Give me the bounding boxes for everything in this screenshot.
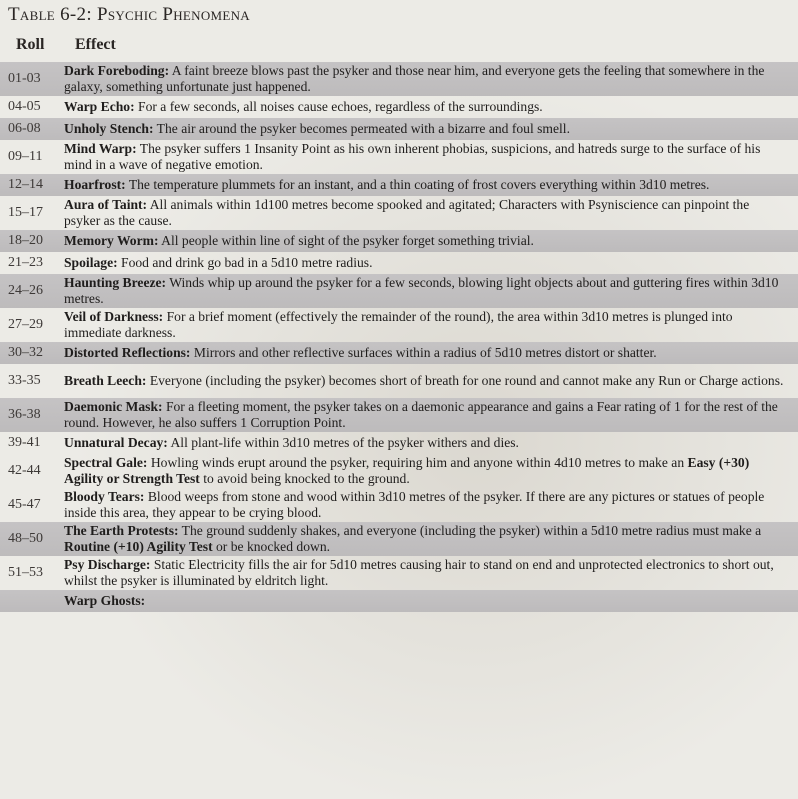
- effect-name: Unnatural Decay:: [64, 435, 168, 450]
- effect-name: Warp Echo:: [64, 99, 135, 114]
- test-requirement: Easy (+30) Agility or Strength Test: [64, 455, 750, 486]
- effect-description: [62, 273, 798, 309]
- roll-range: 36-38: [8, 407, 41, 422]
- effect-description: [62, 433, 798, 453]
- effect-text: Mirrors and other reflective surfaces within a radius of 5d10 metres distort or shatter.: [190, 345, 657, 360]
- table-row: [0, 196, 798, 230]
- effect-name: Spectral Gale:: [64, 455, 148, 470]
- effect-name: Warp Ghosts:: [64, 593, 146, 608]
- effect-text: Howling winds erupt around the psyker, requiring him and anyone within 4d10 metres to make an: [147, 455, 688, 470]
- effect-text: The psyker suffers 1 Insanity Point as his own inherent phobias, suspicions, and hatreds surge to the surface of his mind in a wave of negative emotion.: [64, 141, 761, 172]
- effect-text: Everyone (including the psyker) becomes short of breath for one round and cannot make any Run or Charge actions.: [146, 373, 784, 388]
- effect-name: Mind Warp:: [64, 141, 137, 156]
- roll-range: 51–53: [8, 565, 43, 580]
- effect-text: Blood weeps from stone and wood within 3d10 metres of the psyker. If there are any pictures or statues of people inside this area, they appear to be crying blood.: [64, 489, 765, 520]
- effect-name: The Earth Protests:: [64, 523, 179, 538]
- roll-range: 04-05: [8, 99, 41, 114]
- effect-text-continued: or be knocked down.: [212, 539, 331, 554]
- column-header-effect: Effect: [75, 36, 116, 53]
- effect-description: [62, 253, 798, 273]
- effect-text: Winds whip up around the psyker for a few seconds, blowing light objects about and guttering fires within 3d10 metres.: [64, 275, 779, 306]
- effect-description: [62, 487, 798, 523]
- effect-text: Food and drink go bad in a 5d10 metre radius.: [117, 255, 373, 270]
- effect-name: Daemonic Mask:: [64, 399, 163, 414]
- table-row: [0, 174, 798, 196]
- effect-name: Haunting Breeze:: [64, 275, 167, 290]
- effect-name: Hoarfrost:: [64, 177, 126, 192]
- effect-description: [62, 175, 798, 195]
- roll-range: 12–14: [8, 177, 43, 192]
- effect-description: [62, 139, 798, 175]
- table-row: [0, 522, 798, 556]
- table-row: [0, 252, 798, 274]
- effect-name: Unholy Stench:: [64, 121, 154, 136]
- roll-range: 45-47: [8, 497, 41, 512]
- table-row: [0, 62, 798, 96]
- effect-description: [62, 555, 798, 591]
- effect-name: Distorted Reflections:: [64, 345, 191, 360]
- roll-range: 01-03: [8, 71, 41, 86]
- effect-description: [62, 195, 798, 231]
- effect-description: [62, 453, 798, 489]
- table-row: [0, 556, 798, 590]
- effect-name: Psy Discharge:: [64, 557, 151, 572]
- effect-text: For a fleeting moment, the psyker takes on a daemonic appearance and gains a Fear rating of 1 for the rest of the round. However, he also suffers 1 Corruption Point.: [64, 399, 778, 430]
- roll-range: 33-35: [8, 373, 41, 388]
- effect-description: [62, 343, 798, 363]
- table-title: Table 6-2: Psychic Phenomena: [8, 4, 250, 25]
- table-row: [0, 364, 798, 398]
- effect-description: [62, 119, 798, 139]
- table-row: [0, 140, 798, 174]
- roll-range: 42-44: [8, 463, 41, 478]
- test-requirement: Routine (+10) Agility Test: [64, 539, 213, 554]
- roll-range: 30–32: [8, 345, 43, 360]
- roll-range: 21–23: [8, 255, 43, 270]
- table-row: [0, 590, 798, 612]
- effect-text-continued: to avoid being knocked to the ground.: [199, 471, 410, 486]
- effect-text: All animals within 1d100 metres become spooked and agitated; Characters with Psyniscience can pinpoint the psyker as the cause.: [64, 197, 750, 228]
- table-row: [0, 342, 798, 364]
- effect-text: For a brief moment (effectively the remainder of the round), the area within 3d10 metres is plunged into immediate darkness.: [64, 309, 733, 340]
- table-row: [0, 274, 798, 308]
- roll-range: 27–29: [8, 317, 43, 332]
- effect-description: [62, 231, 798, 251]
- effect-description: [62, 307, 798, 343]
- effect-description: [62, 521, 798, 557]
- effect-description: [62, 61, 798, 97]
- effect-text: All plant-life within 3d10 metres of the psyker withers and dies.: [167, 435, 519, 450]
- effect-text: A faint breeze blows past the psyker and those near him, and everyone gets the feeling that somewhere in the galaxy, something unfortunate just happened.: [64, 63, 765, 94]
- effect-text: The temperature plummets for an instant, and a thin coating of frost covers everything within 3d10 metres.: [125, 177, 710, 192]
- column-header-roll: Roll: [16, 36, 45, 53]
- effect-text: The ground suddenly shakes, and everyone (including the psyker) within a 5d10 metre radius must make a: [178, 523, 762, 538]
- table-row: [0, 432, 798, 454]
- effect-description: [62, 591, 798, 611]
- table-row: [0, 96, 798, 118]
- table-row: [0, 118, 798, 140]
- table-row: [0, 398, 798, 432]
- effect-text: The air around the psyker becomes permeated with a bizarre and foul smell.: [153, 121, 570, 136]
- roll-range: 24–26: [8, 283, 43, 298]
- effect-name: Bloody Tears:: [64, 489, 145, 504]
- roll-range: 15–17: [8, 205, 43, 220]
- table-row: [0, 488, 798, 522]
- roll-range: 06-08: [8, 121, 41, 136]
- effect-description: [62, 97, 798, 117]
- roll-range: 18–20: [8, 233, 43, 248]
- effect-text: For a few seconds, all noises cause echoes, regardless of the surroundings.: [134, 99, 543, 114]
- effect-description: [62, 397, 798, 433]
- effect-name: Dark Foreboding:: [64, 63, 170, 78]
- roll-range: 39-41: [8, 435, 41, 450]
- effect-name: Memory Worm:: [64, 233, 159, 248]
- roll-range: 48–50: [8, 531, 43, 546]
- roll-range: 09–11: [8, 149, 43, 164]
- effect-text: All people within line of sight of the psyker forget something trivial.: [158, 233, 534, 248]
- table-row: [0, 308, 798, 342]
- effect-name: Breath Leech:: [64, 373, 147, 388]
- effect-text: Static Electricity fills the air for 5d10 metres causing hair to stand on end and unprotected electronics to short out, whilst the psyker is illuminated by eldritch light.: [64, 557, 774, 588]
- table-row: [0, 454, 798, 488]
- phenomena-table: [0, 62, 798, 612]
- effect-name: Spoilage:: [64, 255, 118, 270]
- effect-name: Aura of Taint:: [64, 197, 148, 212]
- table-row: [0, 230, 798, 252]
- effect-name: Veil of Darkness:: [64, 309, 164, 324]
- effect-description: [62, 371, 798, 391]
